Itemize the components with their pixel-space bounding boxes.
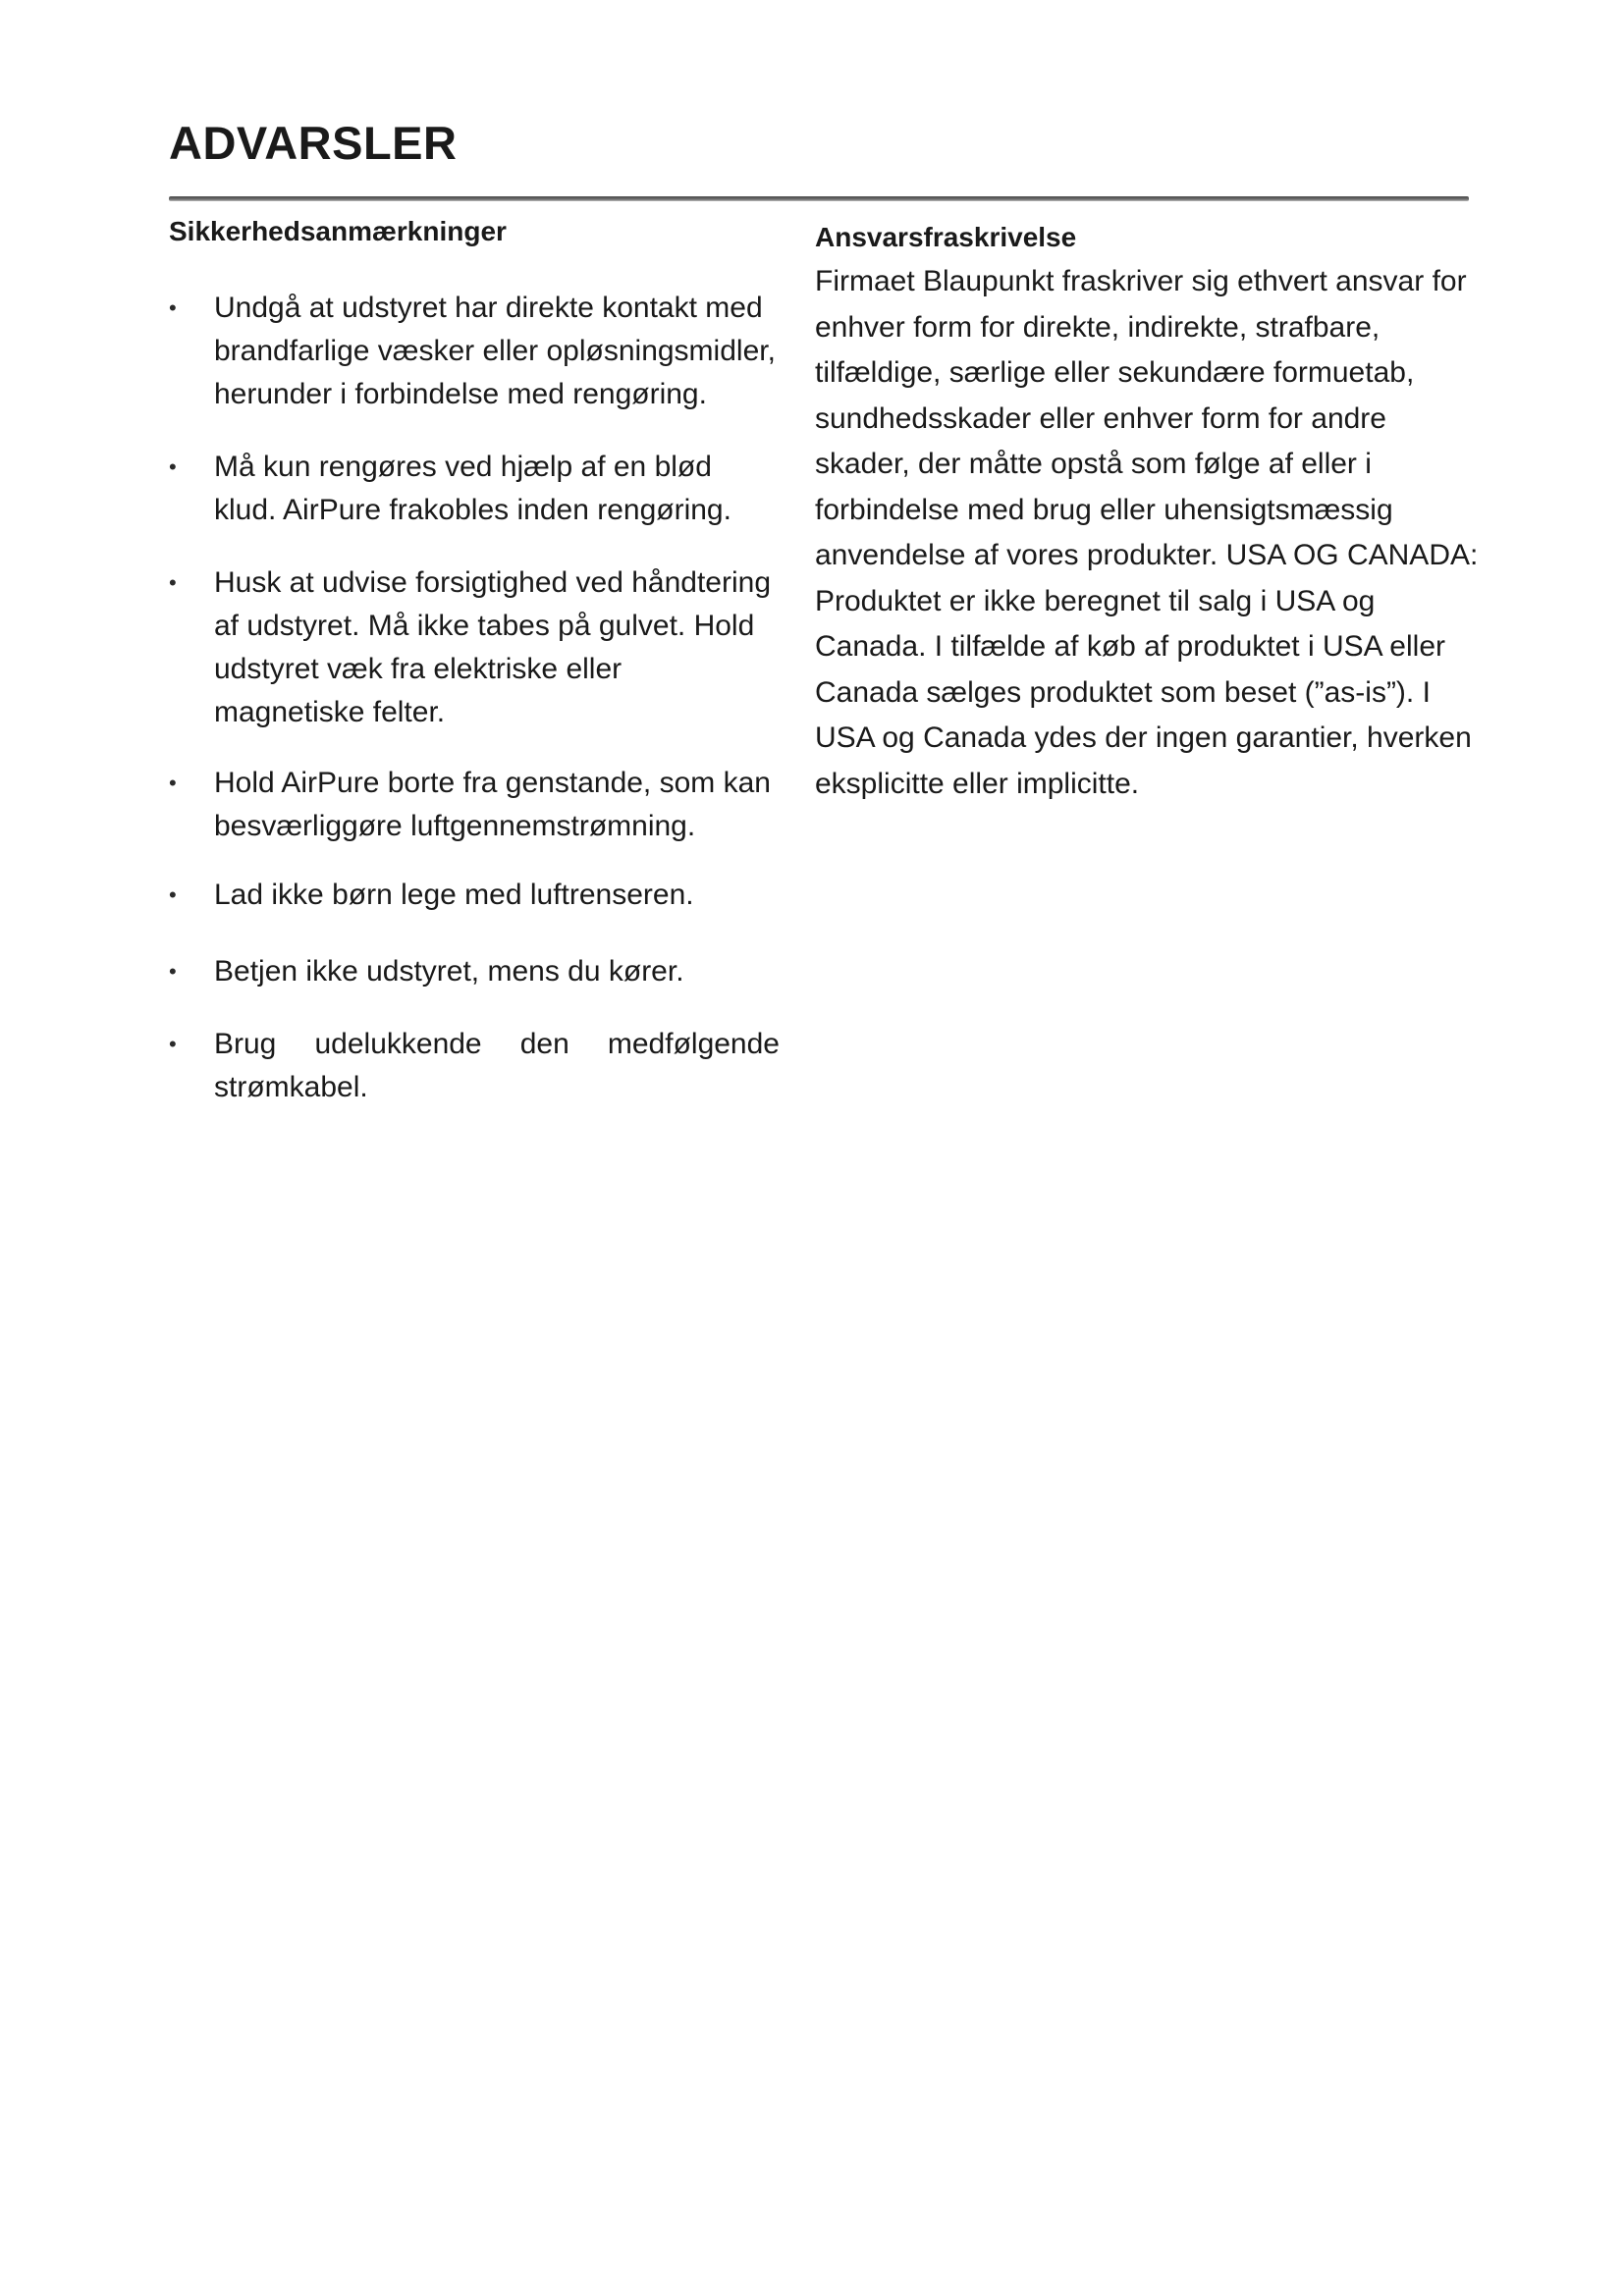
list-item-text: Brug udelukkende den medfølgende strømkabel. — [214, 1028, 780, 1104]
bullet-icon: • — [169, 771, 177, 796]
list-item — [169, 561, 780, 734]
safety-notes-list — [169, 287, 780, 1109]
bullet-icon: • — [169, 454, 177, 480]
list-item-text: Husk at udvise forsigtighed ved håndtering af udstyret. Må ikke tabes på gulvet. Hold udstyret væk fra elektriske eller magnetiske felter. — [214, 566, 772, 729]
list-item-text: Lad ikke børn lege med luftrenseren. — [214, 879, 694, 912]
list-item-text: Hold AirPure borte fra genstande, som kan besværliggøre luftgennemstrømning. — [214, 767, 771, 843]
bullet-icon: • — [169, 295, 177, 321]
list-item — [169, 287, 780, 416]
list-item-text: Betjen ikke udstyret, mens du kører. — [214, 955, 684, 988]
list-item — [169, 446, 780, 532]
list-item — [169, 762, 780, 848]
bullet-icon: • — [169, 959, 177, 985]
list-item-text: Må kun rengøres ved hjælp af en blød klud. AirPure frakobles inden rengøring. — [214, 451, 731, 527]
list-item — [169, 1023, 780, 1109]
disclaimer-body: Firmaet Blaupunkt fraskriver sig ethvert ansvar for enhver form for direkte, indirekte, strafbare, tilfældige, særlige eller sekundære formuetab, sundhedsskader eller enhver form for andre skader, der måtte opstå som følge af eller i forbindelse med brug eller uhensigtsmæssig anvendelse af vores produkter. USA OG CANADA: Produktet er ikke beregnet til salg i USA og Canada. I tilfælde af køb af produktet i USA eller Canada sælges produktet som beset (”as-is”). I USA og Canada ydes der ingen garantier, hverken eksplicitte eller implicitte. — [815, 265, 1479, 800]
disclaimer-column — [815, 220, 1479, 807]
title-divider — [169, 196, 1469, 201]
list-item — [169, 950, 780, 993]
bullet-icon: • — [169, 882, 177, 908]
list-item-text: Undgå at udstyret har direkte kontakt med brandfarlige væsker eller opløsningsmidler, herunder i forbindelse med rengøring. — [214, 292, 776, 411]
page-title: ADVARSLER — [169, 117, 458, 169]
list-item — [169, 874, 780, 917]
bullet-icon: • — [169, 1032, 177, 1057]
safety-notes-heading: Sikkerhedsanmærkninger — [169, 216, 507, 246]
safety-notes-column — [169, 214, 780, 1109]
bullet-icon: • — [169, 570, 177, 596]
disclaimer-heading: Ansvarsfraskrivelse — [815, 222, 1077, 252]
